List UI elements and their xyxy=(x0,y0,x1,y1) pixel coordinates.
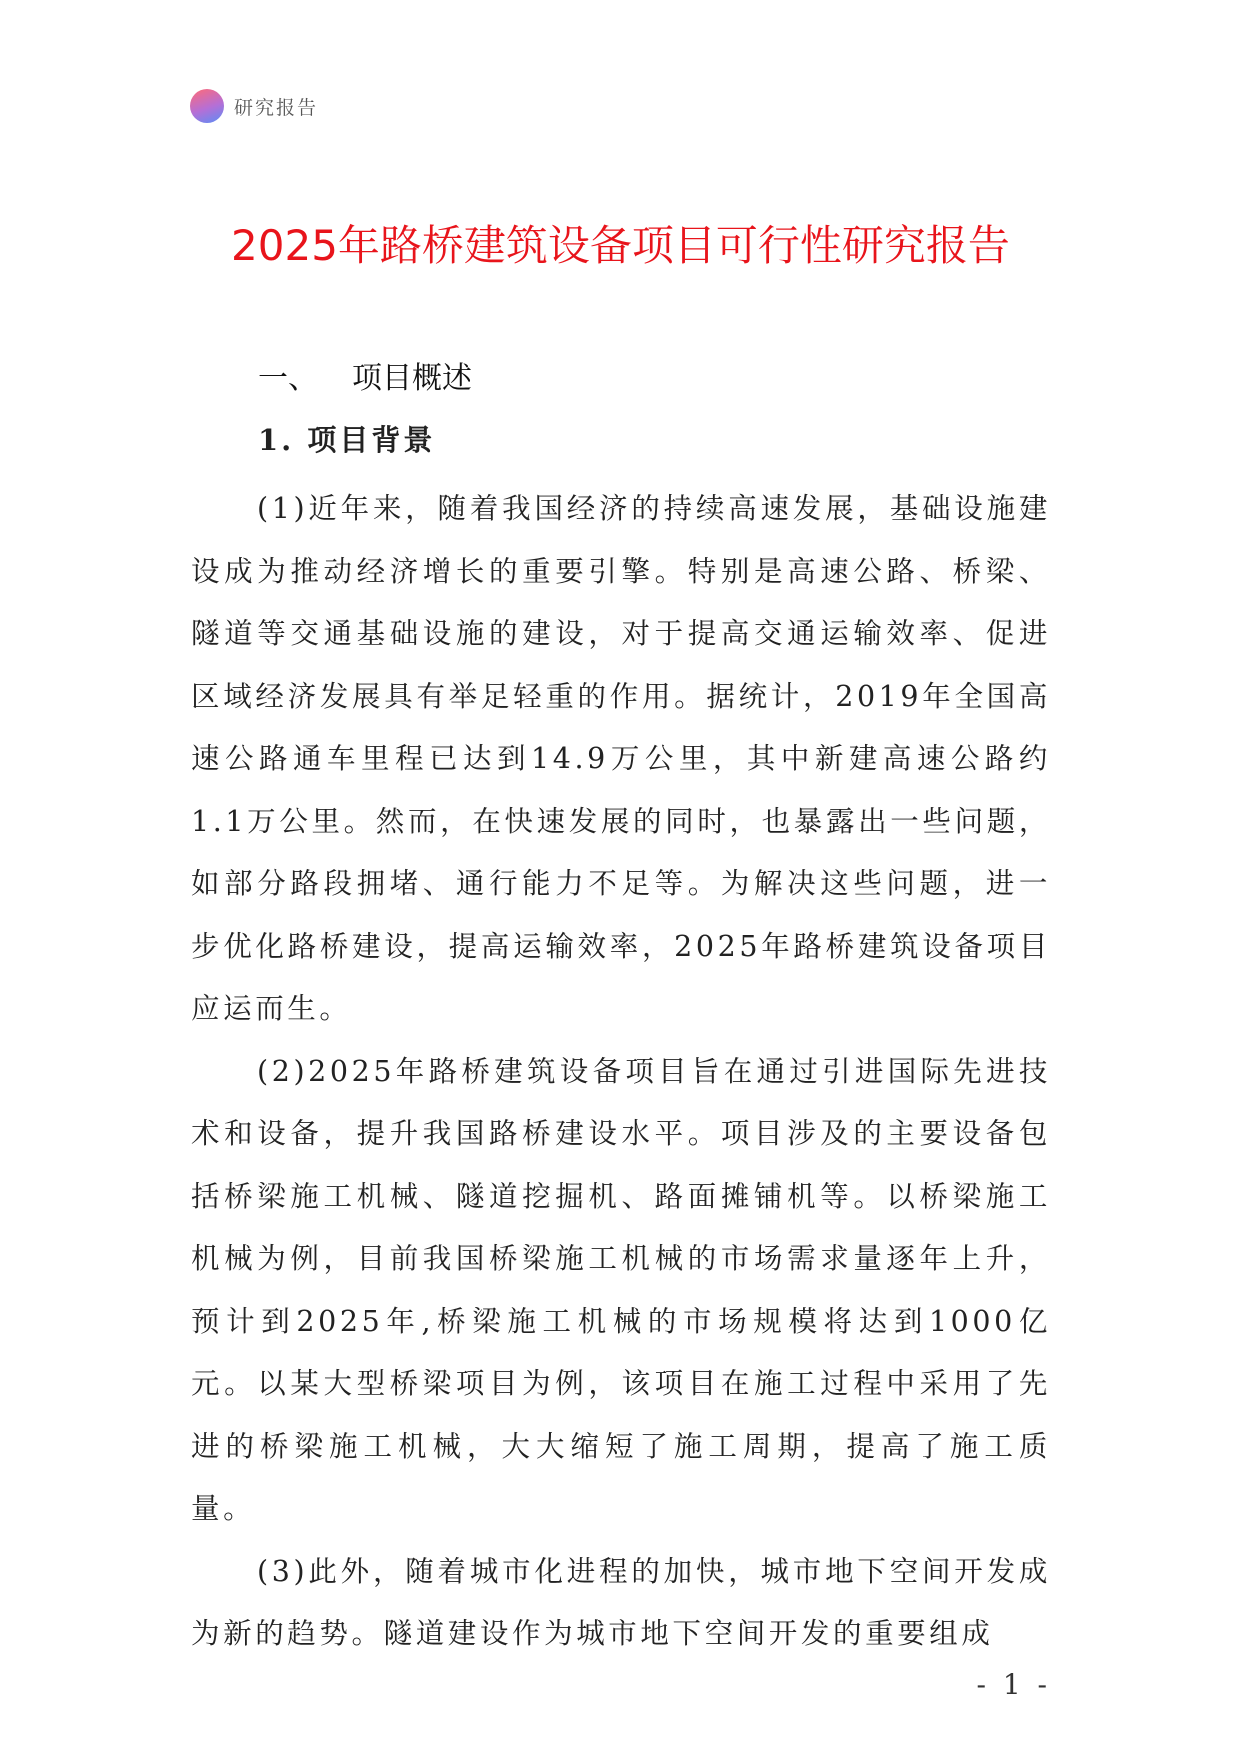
section-heading xyxy=(258,357,472,401)
section-number: 一、 xyxy=(258,361,318,396)
paragraph-1: (1)近年来，随着我国经济的持续高速发展，基础设施建设成为推动经济增长的重要引擎。特别是高速公路、桥梁、隧道等交通基础设施的建设，对于提高交通运输效率、促进区域经济发展具有举足轻重的作用。据统计，2019年全国高速公路通车里程已达到14.9万公里，其中新建高速公路约1.1万公里。然而，在快速发展的同时，也暴露出一些问题，如部分路段拥堵、通行能力不足等。为解决这些问题，进一步优化路桥建设，提高运输效率，2025年路桥建筑设备项目应运而生。 xyxy=(191,492,1051,1025)
document-body xyxy=(191,478,1051,1666)
page-header xyxy=(190,88,318,124)
paragraph-2: (2)2025年路桥建筑设备项目旨在通过引进国际先进技术和设备，提升我国路桥建设水平。项目涉及的主要设备包括桥梁施工机械、隧道挖掘机、路面摊铺机等。以桥梁施工机械为例，目前我国桥梁施工机械的市场需求量逐年上升，预计到2025年,桥梁施工机械的市场规模将达到1000亿元。以某大型桥梁项目为例，该项目在施工过程中采用了先进的桥梁施工机械，大大缩短了施工周期，提高了施工质量。 xyxy=(191,1054,1051,1525)
logo-circle-icon xyxy=(190,89,224,123)
header-label: 研究报告 xyxy=(234,96,319,119)
section-title: 项目概述 xyxy=(352,361,472,396)
subsection-heading: 1. 项目背景 xyxy=(258,423,436,457)
page-number: - 1 - xyxy=(976,1668,1051,1701)
document-title: 2025年路桥建筑设备项目可行性研究报告 xyxy=(231,221,1010,270)
paragraph-3: (3)此外，随着城市化进程的加快，城市地下空间开发成为新的趋势。隧道建设作为城市地下空间开发的重要组成 xyxy=(191,1554,1051,1650)
